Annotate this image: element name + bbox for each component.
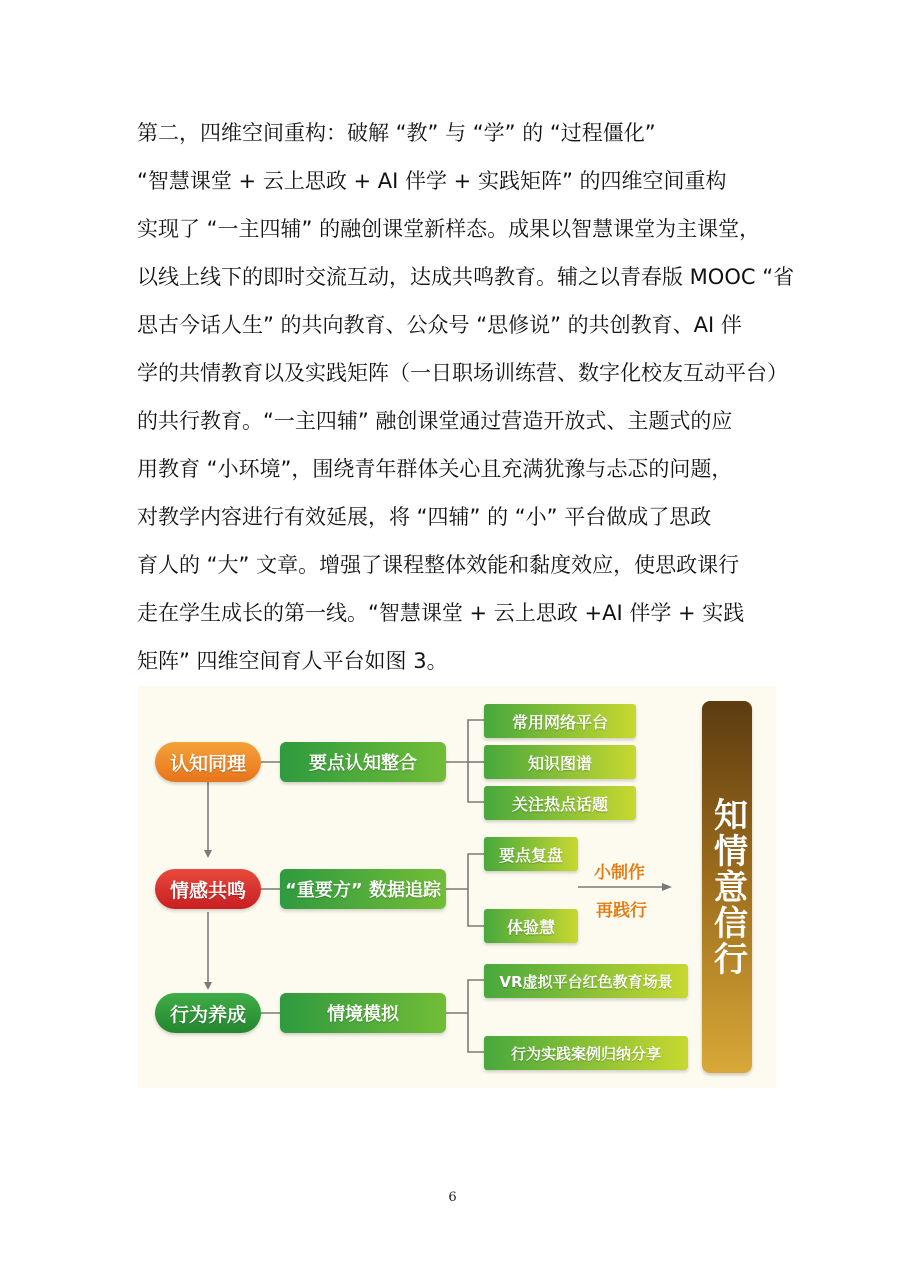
paragraph-line: 学的共情教育以及实践矩阵（一日职场训练营、数字化校友互动平台） [137,361,788,385]
paragraph-line: 走在学生成长的第一线。“智慧课堂 + 云上思政 +AI 伴学 + 实践 [137,601,745,625]
paragraph-line: 第二，四维空间重构：破解 “教” 与 “学” 的 “过程僵化” [137,121,656,145]
leaf-node-hot-topics: 关注热点话题 [484,786,636,820]
mid-node-scenario-simulation: 情境模拟 [280,993,446,1033]
outcome-text: 知情意信行 [707,797,748,977]
paragraph-line: 用教育 “小环境”，围绕青年群体关心且充满犹豫与忐忑的问题， [137,457,733,481]
leaf-node-network-platform: 常用网络平台 [484,704,636,738]
outcome-column [702,701,752,1073]
paragraph-line: 矩阵” 四维空间育人平台如图 3。 [137,649,448,673]
leaf-node-experience: 体验慧 [484,909,578,943]
mid-node-key-point-integration: 要点认知整合 [280,742,446,782]
arrow-label-practice-again: 再践行 [596,901,647,921]
leaf-node-knowledge-graph: 知识图谱 [484,745,636,779]
arrow-label-small-production: 小制作 [594,863,645,883]
root-node-cognition: 认知同理 [155,742,261,782]
page-number: 6 [448,1190,457,1205]
paragraph-line: 思古今话人生” 的共向教育、公众号 “思修说” 的共创教育、AI 伴 [137,313,742,337]
mid-node-data-tracking: “重要方” 数据追踪 [280,869,446,909]
paragraph-line: 的共行教育。“一主四辅” 融创课堂通过营造开放式、主题式的应 [137,409,733,433]
leaf-node-vr-platform: VR虚拟平台红色教育场景 [484,964,688,998]
leaf-node-key-review: 要点复盘 [484,837,578,871]
paragraph-line: 以线上线下的即时交流互动，达成共鸣教育。辅之以青春版 MOOC “省 [137,265,795,289]
paragraph-line: 育人的 “大” 文章。增强了课程整体效能和黏度效应，使思政课行 [137,553,740,577]
paragraph-line: “智慧课堂 + 云上思政 + AI 伴学 + 实践矩阵” 的四维空间重构 [137,169,727,193]
four-dimension-platform-diagram [138,686,776,1088]
leaf-node-practice-cases: 行为实践案例归纳分享 [484,1036,688,1070]
root-node-behavior: 行为养成 [155,993,261,1033]
paragraph-line: 实现了 “一主四辅” 的融创课堂新样态。成果以智慧课堂为主课堂， [137,217,761,241]
paragraph-line: 对教学内容进行有效延展，将 “四辅” 的 “小” 平台做成了思政 [137,505,712,529]
root-node-emotion: 情感共鸣 [155,869,261,909]
